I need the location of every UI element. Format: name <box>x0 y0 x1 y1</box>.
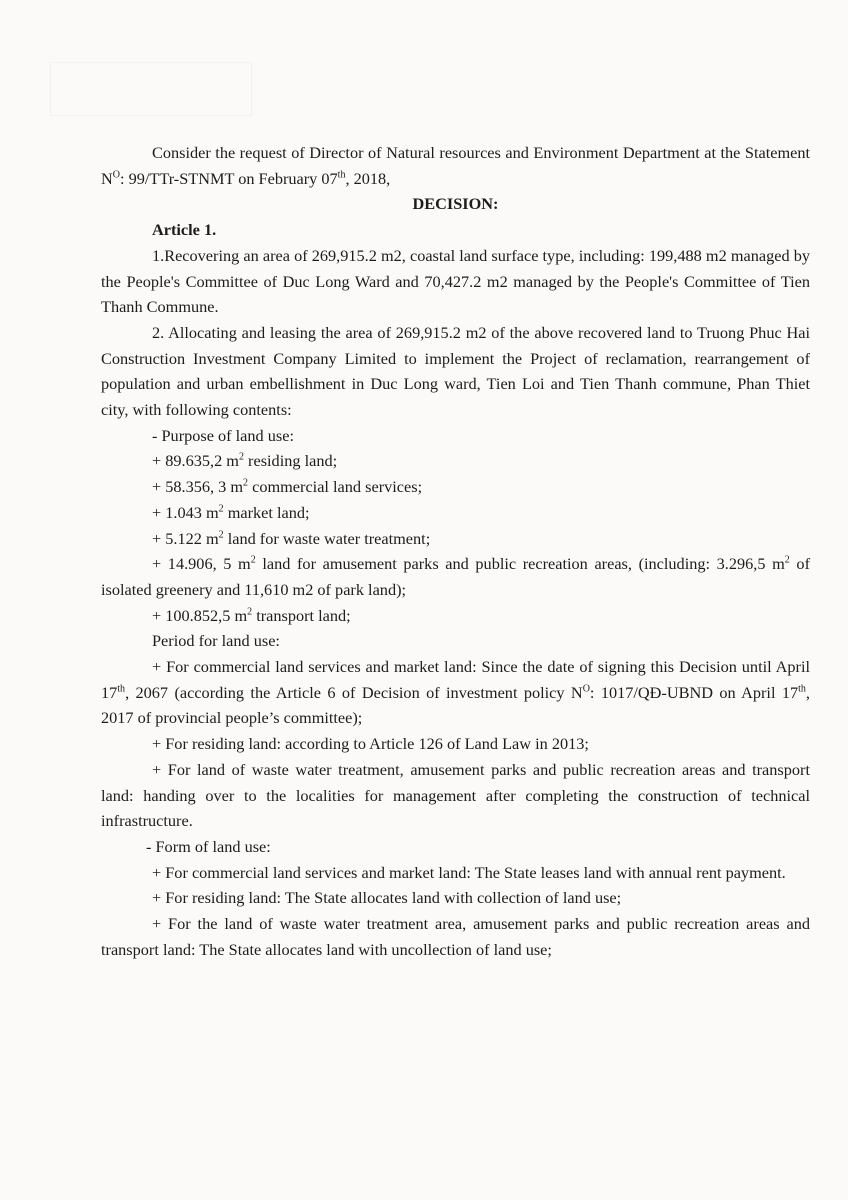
decision-heading: DECISION: <box>412 194 499 214</box>
purpose-item: + 5.122 $m^2$ land for waste water treatment; <box>152 528 431 548</box>
period-commercial: + For commercial land services and market land: Since the date of signing this Decision until April 17th, 2067 (according the Article 6 of Decision of investment policy $N^O$: 1017/QĐ-UBND on April 17th, 2017 of provincial people’s committee); <box>101 657 810 728</box>
period-waste: + For land of waste water treatment, amusement parks and public recreation areas and transport land: handing over to the localities for management after completing the construction of technical infrastructure. <box>101 759 810 831</box>
purpose-item: + 1.043 $m^2$ market land; <box>152 502 310 522</box>
period-residing: + For residing land: according to Article 126 of Land Law in 2013; <box>152 734 589 754</box>
item-1-paragraph: 1.Recovering an area of 269,915.2 m2, coastal land surface type, including: 199,488 m2 managed by the People's Committee of Duc Long Ward and 70,427.2 m2 managed by the People's Committee of Tien Thanh Commune. <box>101 245 810 317</box>
period-heading: Period for land use: <box>152 631 280 651</box>
form-commercial: + For commercial land services and market land: The State leases land with annual rent payment. <box>152 862 786 882</box>
purpose-item: + 58.356, 3 $m^2$ commercial land services; <box>152 477 423 497</box>
purpose-item-park: + 14.906, 5 $m^2$ land for amusement parks and public recreation areas, (including: 3.296,5 $m^2$ of isolated greenery and 11,610 m2 of park land); <box>101 554 810 599</box>
article-heading: Article 1. <box>152 220 217 240</box>
form-waste: + For the land of waste water treatment area, amusement parks and public recreation areas and transport land: The State allocates land with uncollection of land use; <box>101 914 810 959</box>
document-body <box>101 140 810 963</box>
purpose-item: + 89.635,2 $m^2$ residing land; <box>152 451 338 471</box>
purpose-heading: - Purpose of land use: <box>152 425 294 445</box>
purpose-item-transport: + 100.852,5 $m^2$ transport land; <box>152 605 351 625</box>
faint-stamp-mark <box>50 62 252 116</box>
item-2-paragraph: 2. Allocating and leasing the area of 269,915.2 m2 of the above recovered land to Truong Phuc Hai Construction Investment Company Limited to implement the Project of reclamation, rearrangement of population and urban embellishment in Duc Long ward, Tien Loi and Tien Thanh commune, Phan Thiet city, with following contents: <box>101 322 810 420</box>
consider-paragraph: Consider the request of Director of Natural resources and Environment Department at the Statement $N^O$: 99/TTr-STNMT on February 07th, 2018, <box>101 143 810 188</box>
form-residing: + For residing land: The State allocates land with collection of land use; <box>152 888 622 908</box>
form-heading: - Form of land use: <box>146 836 271 856</box>
